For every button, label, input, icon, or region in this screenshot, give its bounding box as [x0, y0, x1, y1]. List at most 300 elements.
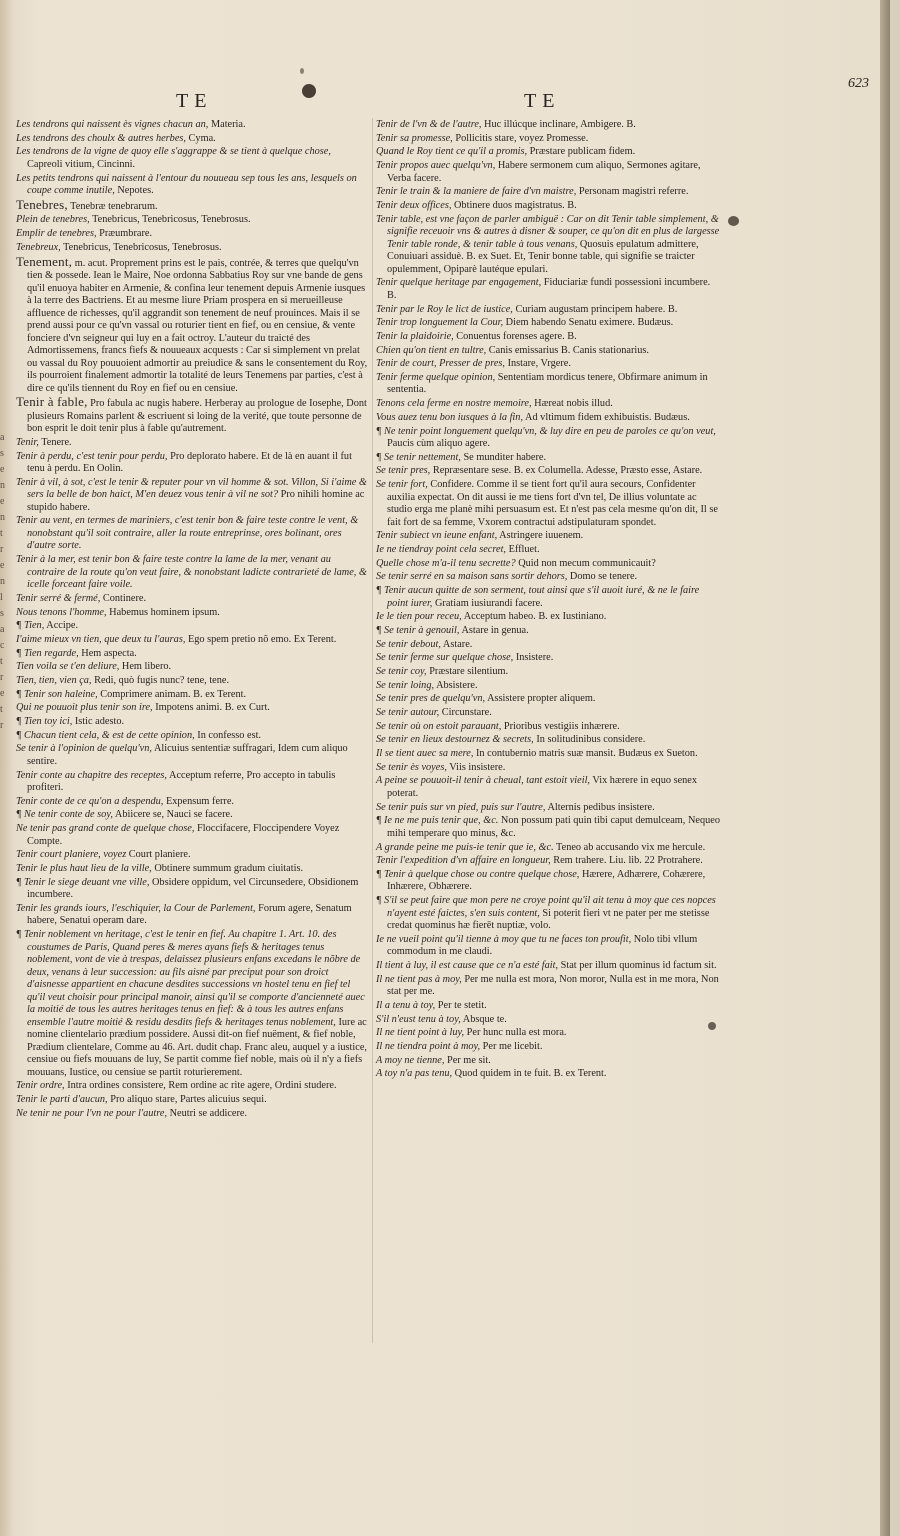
dictionary-entry	[376, 625, 720, 638]
dictionary-entry	[376, 317, 720, 330]
latin-gloss: Nolo tibi vllum commodum in me claudi.	[387, 933, 698, 958]
dictionary-entry	[16, 133, 368, 146]
french-term: Tenir ordre,	[16, 1080, 65, 1092]
french-term: Les tendrons de la vigne de quoy elle s'aggrappe & se tient à quelque chose,	[16, 146, 331, 158]
latin-gloss: Expensum ferre.	[163, 795, 235, 807]
dictionary-entry	[16, 849, 368, 862]
margin-fragment: c	[0, 640, 5, 651]
latin-gloss: Istic adesto.	[72, 716, 125, 727]
dictionary-entry	[376, 1068, 720, 1081]
dictionary-entry	[16, 863, 368, 876]
dictionary-entry	[376, 721, 720, 734]
dictionary-entry	[16, 689, 368, 702]
latin-gloss: Effluet.	[506, 543, 540, 555]
dictionary-entry	[376, 544, 720, 557]
latin-gloss: Astringere iuuenem.	[497, 530, 584, 542]
latin-gloss: Conuentus forenses agere. B.	[453, 330, 577, 342]
latin-gloss: Huc illúcque inclinare, Ambigere. B.	[481, 119, 636, 130]
latin-gloss: Pro aliquo stare, Partes alicuius sequi.	[107, 1093, 267, 1105]
dictionary-entry	[16, 477, 368, 515]
dictionary-entry	[16, 1080, 368, 1093]
latin-gloss: Acceptum referre, Pro accepto in tabulis profiteri.	[27, 769, 336, 794]
latin-gloss: Se munditer habere.	[460, 451, 547, 463]
margin-fragment: n	[0, 512, 5, 523]
right-column	[376, 119, 720, 1082]
margin-fragment: r	[0, 672, 4, 683]
latin-gloss: Impotens animi. B. ex Curt.	[152, 702, 270, 714]
dictionary-entry	[376, 133, 720, 146]
dictionary-entry	[376, 869, 720, 894]
latin-gloss: Habere sermonem cum aliquo, Sermones agitare, Verba facere.	[387, 160, 701, 184]
french-term: Tenir à vil, à sot, c'est le tenir & reputer pour vn vil homme & sot. Villon, Si i'aime & sers la belle de bon haict, M'en deuez vous tenir à vil ne sot?	[16, 476, 367, 501]
dictionary-entry	[376, 186, 720, 199]
french-term: I'aime mieux vn tien, que deux tu l'auras,	[16, 633, 186, 645]
latin-gloss: Pro nihili homine ac stupido habere.	[27, 489, 365, 513]
french-term: ¶ Tenir son haleine,	[16, 688, 98, 700]
latin-gloss: Quosuis epulatum admittere, Conuiuari assiduè. B. ex Suet. Et, Tenir bonne table, qui signifie se traicter opulemment, Opiparè lautéque epulari.	[387, 238, 699, 275]
dictionary-entry	[376, 558, 720, 571]
margin-fragment: t	[0, 528, 3, 539]
dictionary-entry	[376, 1000, 720, 1013]
dictionary-entry	[376, 895, 720, 933]
latin-gloss: Præstare silentium.	[426, 665, 509, 677]
latin-gloss: Absistere.	[434, 679, 478, 691]
dictionary-entry	[16, 743, 368, 768]
latin-gloss: Hærere, Adhærere, Cohærere, Inhærere, Obhærere.	[387, 868, 706, 893]
dictionary-entry	[376, 802, 720, 815]
latin-gloss: Capreoli vitium, Cincinni.	[27, 158, 136, 170]
latin-gloss: Quid non mecum communicauit?	[515, 557, 656, 569]
latin-gloss: Personam magistri referre.	[576, 186, 689, 198]
dictionary-entry	[376, 304, 720, 317]
dictionary-entry	[376, 585, 720, 610]
french-term: Tenir le train & la maniere de faire d'vn maistre,	[376, 186, 577, 198]
french-term: Il tient à luy, il est cause que ce n'a esté fait,	[376, 959, 559, 971]
french-term: Tenir de l'vn & de l'autre,	[376, 119, 482, 130]
dictionary-entry	[376, 666, 720, 679]
dictionary-entry	[376, 277, 720, 302]
latin-gloss: Alternis pedibus insistere.	[545, 801, 655, 813]
french-term: Se tenir en lieux destournez & secrets,	[376, 734, 534, 746]
dictionary-entry	[16, 929, 368, 1079]
dictionary-entry	[16, 796, 368, 809]
french-term: Ie ne tiendray point cela secret,	[376, 543, 506, 555]
latin-gloss: Habemus hominem ipsum.	[106, 606, 220, 618]
margin-fragment: a	[0, 624, 5, 635]
dictionary-entry	[376, 1055, 720, 1068]
latin-gloss: In contubernio matris suæ mansit. Budæus ex Sueton.	[473, 748, 698, 760]
french-term: Tenir quelque heritage par engagement,	[376, 277, 542, 289]
latin-gloss: Præstare publicam fidem.	[527, 146, 636, 158]
dictionary-entry	[16, 607, 368, 620]
latin-gloss: Nepotes.	[114, 185, 154, 197]
latin-gloss: Domo se tenere.	[567, 571, 638, 583]
latin-gloss: Tenebræ tenebrarum.	[67, 200, 158, 212]
french-term: Se tenir où on estoit parauant,	[376, 720, 502, 732]
latin-gloss: Paucis cùm aliquo agere.	[387, 438, 490, 449]
french-term: ¶ Se tenir à genouil,	[376, 624, 460, 636]
french-term: Vous auez tenu bon iusques à la fin,	[376, 411, 524, 423]
french-term: Les tendrons qui naissent ès vignes chacun an,	[16, 119, 209, 130]
latin-gloss: Obtinere summum gradum ciuitatis.	[151, 863, 304, 874]
dictionary-entry	[16, 253, 368, 396]
french-term: Tenir trop longuement la Cour,	[376, 317, 504, 329]
french-term: Tenir à perdu, c'est tenir pour perdu,	[16, 450, 168, 462]
french-term: Tenir deux offices,	[376, 199, 452, 211]
margin-fragment: s	[0, 608, 4, 619]
latin-gloss: Per me nulla est mora, Non moror, Nulla est in me mora, Non stat per me.	[387, 973, 719, 998]
dictionary-entry	[376, 571, 720, 584]
dictionary-entry	[16, 675, 368, 688]
page-number: 623	[848, 76, 869, 91]
french-term: Se tenir ferme sur quelque chose,	[376, 652, 514, 664]
latin-gloss: Tenebricus, Tenebricosus, Tenebrosus.	[60, 241, 222, 253]
dictionary-entry	[376, 611, 720, 624]
french-term: Tenir la plaidoirie,	[376, 330, 454, 342]
french-term: Quelle chose m'a-il tenu secrette?	[376, 557, 516, 569]
latin-gloss: Teneo ab accusando vix me hercule.	[553, 841, 706, 853]
dictionary-entry	[376, 934, 720, 959]
latin-gloss: In solitudinibus considere.	[533, 734, 646, 746]
dictionary-entry	[16, 196, 368, 214]
french-term: Tenir à fable,	[16, 394, 88, 410]
dictionary-entry	[376, 842, 720, 855]
french-term: Tenir conte au chapitre des receptes,	[16, 769, 167, 781]
latin-gloss: Tenere.	[38, 436, 72, 448]
column-divider	[372, 118, 373, 1343]
margin-fragment: n	[0, 480, 5, 491]
dictionary-entry	[376, 1041, 720, 1054]
dictionary-entry	[376, 358, 720, 371]
dictionary-entry	[376, 160, 720, 185]
dictionary-entry	[376, 465, 720, 478]
french-term: Tenir court planiere, voyez	[16, 849, 127, 861]
latin-gloss: Confidere. Comme il se tient fort qu'il aura secours, Confidenter auxilia expectat. On dit aussi ie me tiens fort d'vn tel, De illius voluntate ac studio erga me planè mihi persuasum est. Et n'est pas cela mesme qu'on dit, Il se fait fort de sa femme, Vxorem contractui adstipulaturam spondet.	[387, 479, 718, 528]
french-term: ¶ Chacun tient cela, & est de cette opinion,	[16, 729, 195, 741]
latin-gloss: Neutri se addicere.	[167, 1107, 248, 1119]
latin-gloss: m. acut. Proprement prins est le pais, contrée, & terres que quelqu'vn tien & possede. Iean le Maire, Noe ordonna Sabbatius Roy sur vne bande de gens qu'il enuoya habiter en Armenie, & confina leur tenement depuis Armenie iusques à la terre des Bactriens. Et au mesme liure Priam prospera en si merueilleuse affluence de richesses, qu'il aggrandit son tenement de neuf prouinces. Mais il se prend aussi pour ce qu'vn vassal ou roturier tient en fief, ou en censiue, & vente fonciere d'vn seigneur qui luy en a fait octroy. L'auteur du traicté des Admortissemens, francs fiefs & nouueaux acquests : Car si simplement vn prelat ou vassal du Roy pouuoient admortir au preiudice & sans le consentement du Roy, ils pourroient finalement admortir la totalité de leurs Tenemens par parties, c'est à dire ce qu'ils tiennent du Roy en fief ou en censiue.	[27, 257, 368, 394]
latin-gloss: Assistere propter aliquem.	[485, 693, 596, 705]
french-term: Tien voila se t'en deliure,	[16, 661, 120, 673]
french-term: Ie le tien pour receu,	[376, 611, 462, 623]
ink-stain	[302, 84, 316, 98]
french-term: Se tenir fort,	[376, 479, 428, 491]
latin-gloss: Pollicitis stare, voyez Promesse.	[452, 132, 589, 144]
margin-fragment: e	[0, 688, 5, 699]
french-term: Nous tenons l'homme,	[16, 606, 107, 618]
margin-fragment: r	[0, 720, 4, 731]
french-term: Tenement,	[16, 253, 73, 269]
latin-gloss: Obsidere oppidum, vel Circunsedere, Obsidionem incumbere.	[27, 876, 359, 901]
latin-gloss: Astare in genua.	[459, 624, 529, 636]
french-term: ¶ Tenir à quelque chose ou contre quelque chose,	[376, 868, 580, 880]
french-term: S'il n'eust tenu à toy,	[376, 1013, 461, 1025]
dictionary-entry	[16, 823, 368, 848]
french-term: Tenir les grands iours, l'eschiquier, la Cour de Parlement,	[16, 902, 256, 914]
french-term: ¶ Tenir le siege deuant vne ville,	[16, 876, 150, 888]
ink-stain	[728, 216, 739, 226]
dictionary-entry	[16, 242, 368, 255]
dictionary-entry	[16, 730, 368, 743]
dictionary-entry	[16, 173, 368, 198]
margin-fragment: r	[0, 544, 4, 555]
dictionary-entry	[16, 554, 368, 592]
french-term: Se tenir pres,	[376, 465, 431, 477]
latin-gloss: Obtinere duos magistratus. B.	[451, 199, 577, 211]
dictionary-entry	[376, 119, 720, 132]
latin-gloss: Acceptum habeo. B. ex Iustiniano.	[461, 611, 607, 623]
latin-gloss: Ad vltimum fidem exhibuistis. Budæus.	[523, 411, 690, 423]
latin-gloss: Court planiere.	[126, 849, 191, 861]
dictionary-entry	[376, 762, 720, 775]
latin-gloss: Vix hærere in equo senex poterat.	[387, 775, 698, 799]
dictionary-entry	[16, 770, 368, 795]
dictionary-entry	[16, 451, 368, 476]
french-term: Tenir de court, Presser de pres,	[376, 358, 505, 370]
latin-gloss: Si poterit fieri vt ne pater per me stetisse credat quominus hæ fierēt nuptiæ, volo.	[387, 907, 710, 932]
dictionary-entry	[376, 452, 720, 465]
french-term: Tenir propos auec quelqu'vn,	[376, 160, 496, 172]
french-term: Se tenir autour,	[376, 707, 440, 718]
dictionary-entry	[16, 396, 368, 436]
french-term: Il ne tient pas à moy,	[376, 973, 462, 985]
latin-gloss: Per hunc nulla est mora.	[464, 1027, 567, 1039]
dictionary-entry	[376, 639, 720, 652]
dictionary-entry	[376, 412, 720, 425]
latin-gloss: Viis insistere.	[446, 761, 506, 773]
latin-gloss: Alicuius sententiæ suffragari, Idem cum aliquo sentire.	[27, 743, 348, 767]
dictionary-entry	[376, 530, 720, 543]
latin-gloss: Cyma.	[185, 132, 216, 144]
french-term: Tenir l'expedition d'vn affaire en longueur,	[376, 855, 551, 867]
french-term: Tenir table, est vne façon de parler ambiguë : Car on dit Tenir table simplement, & signifie receuoir vns & autres à disner & souper, ce qu'on dit en plus de largesse Tenir table ronde, & tenir table à tous venans,	[376, 213, 720, 250]
margin-fragment: s	[0, 448, 4, 459]
dictionary-entry	[16, 214, 368, 227]
french-term: Chien qu'on tient en tultre,	[376, 344, 487, 356]
latin-gloss: Gratiam iusiurandi facere.	[432, 597, 543, 609]
dictionary-entry	[376, 960, 720, 973]
french-term: Tenebreux,	[16, 241, 61, 253]
margin-fragment: t	[0, 656, 3, 667]
latin-gloss: Hem aspecta.	[78, 647, 137, 659]
dictionary-entry	[16, 716, 368, 729]
latin-gloss: Absque te.	[460, 1013, 507, 1025]
latin-gloss: Astare.	[440, 638, 473, 650]
dictionary-entry	[376, 398, 720, 411]
latin-gloss: Sententiam mordicus tenere, Obfirmare animum in sententia.	[387, 371, 708, 396]
dictionary-entry	[16, 620, 368, 633]
latin-gloss: Diem habendo Senatu eximere. Budæus.	[503, 317, 674, 329]
latin-gloss: Curiam augustam principem habere. B.	[512, 303, 678, 315]
french-term: Il a tenu à toy,	[376, 999, 436, 1011]
latin-gloss: Tenebricus, Tenebricosus, Tenebrosus.	[89, 214, 251, 226]
latin-gloss: Materia.	[208, 119, 246, 130]
margin-fragment: e	[0, 496, 5, 507]
latin-gloss: Continere.	[100, 592, 147, 604]
latin-gloss: Comprimere animam. B. ex Terent.	[97, 688, 247, 700]
french-term: Tenons cela ferme en nostre memoire,	[376, 398, 532, 410]
ink-stain	[300, 68, 304, 74]
left-running-header: TE	[176, 90, 213, 112]
dictionary-entry	[376, 748, 720, 761]
dictionary-entry	[16, 661, 368, 674]
french-term: Il se tient auec sa mere,	[376, 748, 474, 760]
french-term: A toy n'a pas tenu,	[376, 1068, 453, 1080]
latin-gloss: Canis emissarius B. Canis stationarius.	[486, 344, 649, 356]
dictionary-entry	[16, 228, 368, 241]
latin-gloss: Redi, quò fugis nunc? tene, tene.	[91, 674, 230, 686]
french-term: Tenir sa promesse,	[376, 132, 453, 144]
latin-gloss: Abiicere se, Nauci se facere.	[112, 809, 233, 821]
french-term: ¶ Tien toy ici,	[16, 716, 73, 727]
french-term: Se tenir à l'opinion de quelqu'vn,	[16, 743, 152, 755]
french-term: Emplir de tenebres,	[16, 228, 97, 240]
french-term: Ie ne vueil point qu'il tienne à moy que tu ne faces ton proufit,	[376, 933, 632, 945]
french-term: A peine se pouuoit-il tenir à cheual, tant estoit vieil,	[376, 775, 591, 787]
french-term: Tenir,	[16, 436, 39, 448]
french-term: Tenir à la mer, est tenir bon & faire teste contre la lame de la mer, venant au contraire de la route qu'on veut faire, & nonobstant ladicte contrarieté de lame, & icelle forceant faire voile.	[16, 554, 367, 591]
french-term: Il ne tient point à luy,	[376, 1027, 465, 1039]
latin-gloss: Prioribus vestigiis inhærere.	[501, 720, 620, 732]
latin-gloss: Insistere.	[513, 652, 554, 664]
dictionary-entry	[16, 146, 368, 171]
latin-gloss: Fiduciariæ fundi possessioni incumbere. B.	[387, 277, 711, 301]
french-term: Se tenir serré en sa maison sans sortir dehors,	[376, 571, 568, 583]
dictionary-entry	[16, 437, 368, 450]
french-term: Se tenir pres de quelqu'vn,	[376, 693, 486, 705]
dictionary-entry	[16, 1108, 368, 1121]
margin-fragment: e	[0, 560, 5, 571]
dictionary-entry	[16, 515, 368, 553]
french-term: ¶ Tenir aucun quitte de son serment, tout ainsi que s'il auoit iuré, & ne le faire point iurer,	[376, 585, 700, 609]
latin-gloss: In confesso est.	[194, 729, 262, 741]
french-term: Les tendrons des choulx & autres herbes,	[16, 132, 186, 144]
margin-fragment: l	[0, 592, 3, 603]
dictionary-entry	[16, 119, 368, 132]
dictionary-entry	[376, 214, 720, 277]
latin-gloss: Repræsentare sese. B. ex Columella. Adesse, Præsto esse, Astare.	[430, 465, 703, 477]
dictionary-entry	[376, 331, 720, 344]
dictionary-entry	[16, 903, 368, 928]
right-running-header: TE	[524, 90, 561, 112]
french-term: Il ne tiendra point à moy,	[376, 1040, 481, 1052]
latin-gloss: Non possum pati quin tibi caput demulceam, Nequeo mihi temperare quo minus, &c.	[387, 815, 720, 839]
dictionary-entry	[376, 200, 720, 213]
french-term: Se tenir ès voyes,	[376, 761, 447, 773]
dictionary-entry	[376, 146, 720, 159]
french-term: ¶ Ne tenir conte de soy,	[16, 809, 113, 821]
dictionary-entry	[376, 1014, 720, 1027]
french-term: Se tenir coy,	[376, 665, 427, 677]
french-term: Se tenir debout,	[376, 638, 441, 650]
latin-gloss: Floccifacere, Floccipendere Voyez Compte.	[27, 823, 340, 847]
dictionary-entry	[376, 974, 720, 999]
french-term: Tenir le parti d'aucun,	[16, 1093, 108, 1105]
french-term: Les petits tendrons qui naissent à l'entour du nouueau sep tous les ans, lesquels on coupe comme inutile,	[16, 172, 357, 197]
dictionary-entry	[376, 775, 720, 800]
dictionary-entry	[376, 734, 720, 747]
french-term: ¶ Se tenir nettement,	[376, 451, 461, 463]
french-term: ¶ Ne tenir point longuement quelqu'vn, & luy dire en peu de paroles ce qu'on veut,	[376, 425, 716, 437]
french-term: Tien, tien, vien ça,	[16, 674, 92, 686]
latin-gloss: Hem libero.	[119, 661, 172, 673]
dictionary-entry	[16, 809, 368, 822]
latin-gloss: Forum agere, Senatum habere, Senatui operam dare.	[27, 902, 352, 927]
french-term: ¶ S'il se peut faire que mon pere ne croye point qu'il ait tenu à moy que ces nopces n'ayent esté faictes, s'en suis content,	[376, 895, 716, 919]
french-term: Tenir le plus haut lieu de la ville,	[16, 863, 152, 874]
french-term: Tenir subiect vn ieune enfant,	[376, 530, 498, 542]
french-term: Plein de tenebres,	[16, 214, 90, 226]
french-term: Tenir serré & fermé,	[16, 592, 101, 604]
dictionary-entry	[376, 815, 720, 840]
dictionary-entry	[16, 634, 368, 647]
latin-gloss: Intra ordines consistere, Rem ordine ac rite agere, Ordini studere.	[64, 1080, 337, 1092]
latin-gloss: Instare, Vrgere.	[505, 358, 571, 370]
latin-gloss: Pro deplorato habere. Et de là en auant il fut tenu à perdu. En Oolin.	[27, 450, 352, 475]
latin-gloss: Per me licebit.	[480, 1040, 543, 1052]
latin-gloss: Ego spem pretio nõ emo. Ex Terent.	[185, 633, 337, 645]
french-term: Tenir au vent, en termes de mariniers, c'est tenir bon & faire teste contre le vent, & nonobstant qu'il soit contraire, aller la route entreprinse, ores bolinant, ores d'autre sorte.	[16, 515, 359, 552]
latin-gloss: Per me sit.	[444, 1054, 491, 1066]
page-edge	[880, 0, 890, 1536]
french-term: Se tenir loing,	[376, 679, 435, 691]
left-column	[16, 119, 368, 1121]
dictionary-entry	[376, 855, 720, 868]
french-term: Qui ne pouuoit plus tenir son ire,	[16, 702, 153, 714]
latin-gloss: Accipe.	[44, 620, 79, 632]
dictionary-entry	[16, 877, 368, 902]
dictionary-entry	[16, 648, 368, 661]
latin-gloss: Rem trahere. Liu. lib. 22 Protrahere.	[550, 855, 703, 867]
latin-gloss: Præumbrare.	[96, 228, 153, 240]
latin-gloss: Per te stetit.	[435, 999, 487, 1011]
margin-fragment: t	[0, 704, 3, 715]
dictionary-entry	[376, 426, 720, 451]
french-term: Ne tenir ne pour l'vn ne pour l'autre,	[16, 1107, 168, 1119]
latin-gloss: Quod quidem in te fuit. B. ex Terent.	[452, 1068, 607, 1080]
dictionary-entry	[16, 1094, 368, 1107]
dictionary-entry	[376, 707, 720, 720]
french-term: ¶ Tenir noblement vn heritage, c'est le tenir en fief. Au chapitre 1. Art. 10. des coustumes de Paris, Quand peres & meres ayans fiefs & heritages tenus noblement, vont de vie à trespas, delaissez plusieurs enfans excedans le nõbre de deux, venans à leur succession: au fils aisné par preciput pour son droict d'aisnesse appartient en chacune desdites successions vn hostel tenu en fief tel qu'il veut choisir pour principal manoir, ainsi qu'il se comporte d'ancienneté auec la moitié de tous les autres heritages tenus en fief: & à tous les autres enfans ensemble l'autre moitié & residu desdits fiefs & heritages tenus noblement,	[16, 929, 365, 1028]
french-term: ¶ Tien,	[16, 620, 45, 632]
french-term: Tenebres,	[16, 196, 68, 212]
dictionary-entry	[376, 680, 720, 693]
margin-fragment: n	[0, 576, 5, 587]
latin-gloss: Hæreat nobis illud.	[531, 398, 613, 410]
dictionary-entry	[376, 1027, 720, 1040]
binding-margin-fragments	[0, 430, 10, 1330]
latin-gloss: Pro fabula ac nugis habere. Herberay au prologue de Iosephe, Dont plusieurs Romains parlent & escriuent si loing de la verité, que toute personne de bon esprit le doit tenir plus à fable qu'autrement.	[27, 398, 367, 435]
dictionary-entry	[376, 693, 720, 706]
dictionary-entry	[16, 702, 368, 715]
french-term: ¶ Tien regarde,	[16, 647, 79, 659]
french-term: ¶ Ie ne me puis tenir que, &c.	[376, 815, 499, 827]
french-term: Tenir ferme quelque opinion,	[376, 371, 496, 383]
french-term: Ne tenir pas grand conte de quelque chose,	[16, 823, 195, 835]
margin-fragment: a	[0, 432, 5, 443]
french-term: Tenir conte de ce qu'on a despendu,	[16, 795, 164, 807]
latin-gloss: Iure ac nomine clientelario prædium possidere. Aussi dit-on fief nuëment, & fief noble, Prædium clientelare, Comme au 46. Art. dudit chap. Franc aleu, auquel y a iustice, censiue ou fiefs mouuans de luy, Se partit comme fief noble, mais où il n'y a fiefs mouuans, Iustice, ou censiue se partit roturierement.	[27, 1016, 367, 1078]
latin-gloss: Stat per illum quominus id factum sit.	[558, 959, 717, 971]
dictionary-entry	[16, 593, 368, 606]
dictionary-entry	[376, 479, 720, 529]
french-term: A moy ne tienne,	[376, 1054, 445, 1066]
dictionary-entry	[376, 345, 720, 358]
french-term: A grande peine me puis-ie tenir que ie, &c.	[376, 841, 554, 853]
french-term: Se tenir puis sur vn pied, puis sur l'autre,	[376, 801, 546, 813]
french-term: Tenir par le Roy le lict de iustice,	[376, 303, 513, 315]
french-term: Quand le Roy tient ce qu'il a promis,	[376, 146, 528, 158]
